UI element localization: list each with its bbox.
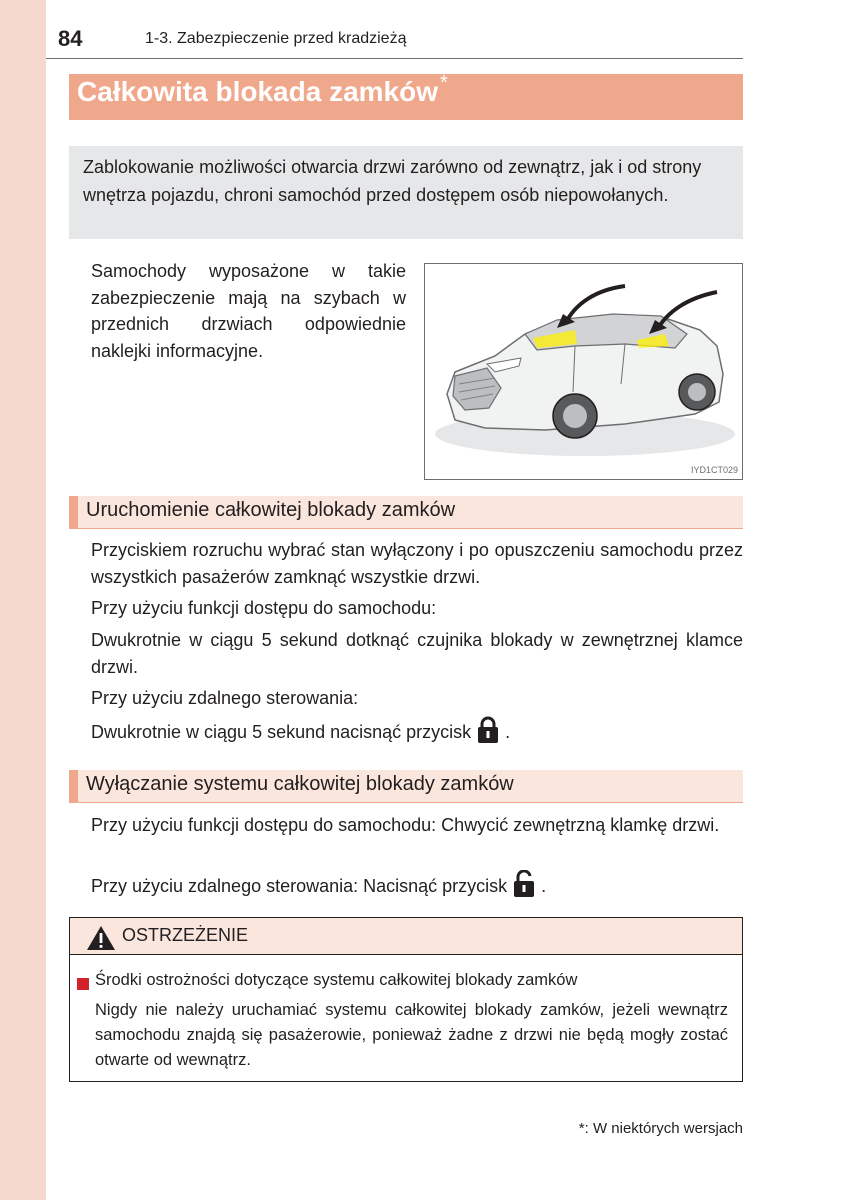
activation-remote-line [91, 716, 743, 746]
warning-box [69, 917, 743, 1082]
deactivation-remote-text: Przy użyciu zdalnego sterowania: Nacisnąć przycisk [91, 876, 508, 896]
activation-entry-text: Dwukrotnie w ciągu 5 sekund dotknąć czujnika blokady w zewnętrznej klamce drzwi. [91, 630, 743, 677]
warning-bullet [77, 978, 89, 990]
intro-text: Zablokowanie możliwości otwarcia drzwi zarówno od zewnątrz, jak i od strony wnętrza pojazdu, chroni samochód przed dostępem osób niepowołanych. [83, 157, 702, 205]
lock-icon [477, 716, 499, 744]
warning-text: Nigdy nie należy uruchamiać systemu całkowitej blokady zamków, jeżeli wewnątrz samochodu znajdą się pasażerowie, ponieważ żadne z drzwi nie będą mogły zostać otwarte od wewnątrz. [95, 1001, 728, 1069]
page-number: 84 [58, 26, 83, 51]
page-title-text: Całkowita blokada zamków [77, 76, 438, 107]
activation-remote-end: . [505, 722, 511, 742]
warning-header [70, 918, 742, 955]
activation-entry-label: Przy użyciu funkcji dostępu do samochodu: [91, 598, 437, 618]
activation-remote-label: Przy użyciu zdalnego sterowania: [91, 688, 359, 708]
deactivation-remote-end: . [541, 876, 547, 896]
deactivation-heading-text: Wyłączanie systemu całkowitej blokady zamków [86, 773, 514, 795]
intro-box [69, 146, 743, 239]
figure-code: IYD1CT029 [690, 465, 738, 475]
warning-label: OSTRZEŻENIE [122, 925, 249, 945]
warning-title: Środki ostrożności dotyczące systemu całkowitej blokady zamków [95, 971, 578, 989]
page-title [77, 72, 448, 108]
unlock-icon [513, 870, 535, 898]
activation-heading-text: Uruchomienie całkowitej blokady zamków [86, 499, 456, 521]
sticker-note: Samochody wyposażone w takie zabezpieczenie mają na szybach w przednich drzwiach odpowiednie naklejki informacyjne. [91, 261, 406, 361]
deactivation-remote-line [91, 870, 743, 900]
title-bar [69, 74, 743, 120]
deactivation-heading [69, 770, 743, 803]
title-asterisk: * [440, 72, 448, 94]
section-title: 1-3. Zabezpieczenie przed kradzieżą [145, 30, 407, 47]
car-illustration-icon [425, 264, 742, 479]
activation-heading [69, 496, 743, 529]
car-figure [424, 263, 743, 480]
side-margin-band [0, 0, 46, 1200]
footnote: *: W niektórych wersjach [578, 1120, 743, 1137]
warning-triangle-icon [86, 925, 116, 951]
activation-remote-text: Dwukrotnie w ciągu 5 sekund nacisnąć przycisk [91, 722, 472, 742]
activation-step-1: Przyciskiem rozruchu wybrać stan wyłączony i po opuszczeniu samochodu przez wszystkich pasażerów zamknąć wszystkie drzwi. [91, 540, 743, 587]
deactivation-entry-text: Przy użyciu funkcji dostępu do samochodu: Chwycić zewnętrzną klamkę drzwi. [91, 815, 720, 835]
page-header [46, 24, 743, 59]
